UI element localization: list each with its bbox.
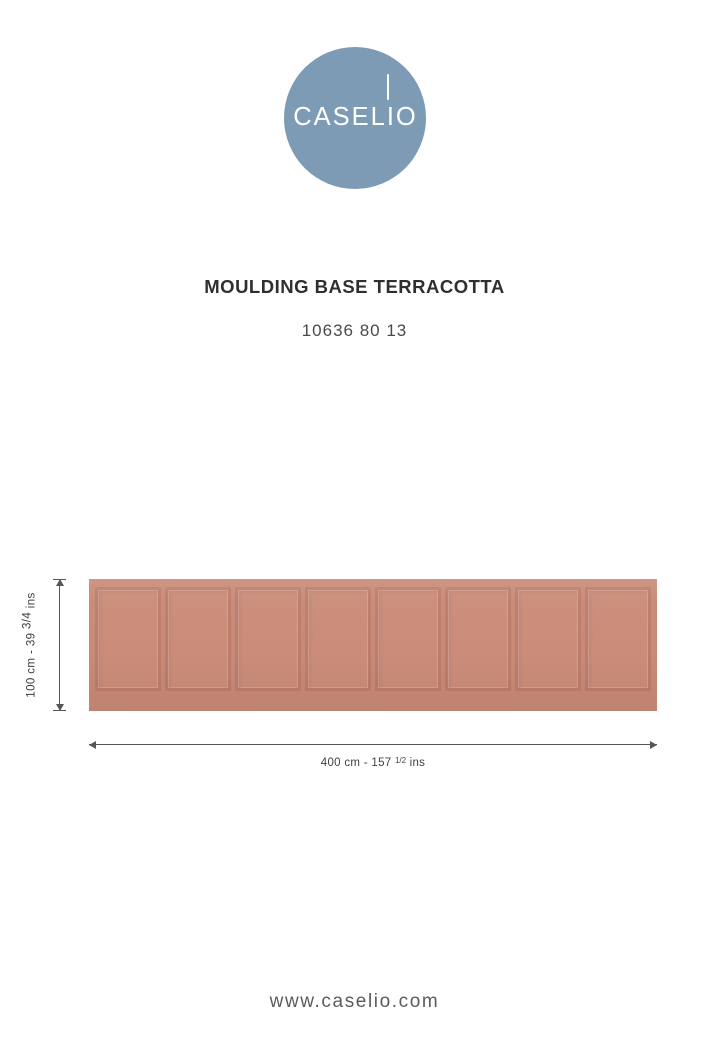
height-dimension-arrow — [59, 579, 61, 711]
moulding-panel — [445, 587, 511, 691]
brand-logo — [0, 47, 709, 189]
moulding-panel — [375, 587, 441, 691]
width-dimension-arrow — [89, 744, 657, 746]
moulding-panel — [515, 587, 581, 691]
width-dimension-line — [89, 744, 657, 745]
height-dimension-line — [59, 579, 60, 711]
logo-tick-icon — [387, 74, 390, 100]
height-label-fraction: 3/4 — [21, 611, 34, 629]
arrow-right-icon — [650, 741, 657, 749]
wallpaper-swatch — [89, 579, 657, 711]
moulding-panel — [235, 587, 301, 691]
height-label-suffix: ins — [26, 592, 39, 612]
logo-circle — [284, 47, 426, 189]
moulding-panel — [165, 587, 231, 691]
arrow-left-icon — [89, 741, 96, 749]
product-diagram — [0, 560, 709, 780]
product-reference: 10636 80 13 — [301, 321, 408, 340]
arrow-up-icon — [56, 579, 64, 586]
page-title: MOULDING BASE TERRACOTTA — [204, 276, 505, 297]
logo-text: CASELIO — [293, 103, 418, 132]
height-label-prefix: 100 cm - 39 — [26, 628, 39, 698]
moulding-panel — [585, 587, 651, 691]
height-dimension-label — [22, 579, 38, 711]
width-label-fraction: 1/2 — [394, 756, 407, 765]
width-dimension-label — [89, 756, 657, 769]
moulding-panel — [305, 587, 371, 691]
height-tick-bottom — [53, 710, 66, 711]
moulding-row — [89, 579, 657, 711]
footer-website[interactable]: www.caselio.com — [269, 991, 440, 1012]
width-label-prefix: 400 cm - 157 — [320, 756, 395, 769]
moulding-panel — [95, 587, 161, 691]
height-tick-top — [53, 579, 66, 580]
width-label-suffix: ins — [406, 756, 426, 769]
